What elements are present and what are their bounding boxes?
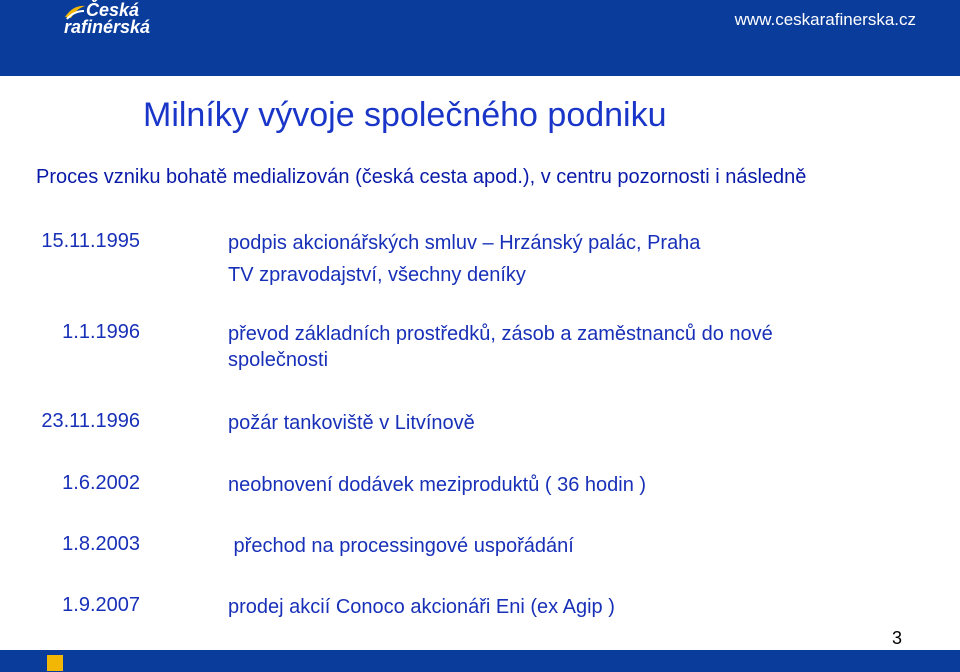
logo-line2: rafinérská (64, 17, 151, 37)
milestone-text: převod základních prostředků, zásob a zaměstnanců do nové společnosti (228, 323, 773, 371)
footer-bar (0, 650, 960, 672)
logo-text (64, 2, 150, 36)
header-bar (0, 0, 960, 76)
milestone-date: 1.8.2003 (62, 533, 140, 555)
milestone-date: 1.1.1996 (62, 321, 140, 343)
milestone-text: požár tankoviště v Litvínově (228, 412, 475, 434)
company-logo[interactable] (64, 2, 164, 40)
page-number: 3 (891, 628, 902, 648)
milestone-date: 23.11.1996 (41, 410, 140, 432)
footer-accent-square (47, 655, 63, 671)
slide-title: Milníky vývoje společného podniku (143, 96, 667, 134)
milestone-text: neobnovení dodávek meziproduktů ( 36 hodin ) (228, 474, 647, 496)
milestone-date: 1.6.2002 (62, 472, 140, 494)
milestone-date: 1.9.2007 (62, 594, 140, 616)
intro-text: Proces vzniku bohatě medializován (česká cesta apod.), v centru pozornosti i následně (36, 166, 807, 188)
milestone-date: 15.11.1995 (41, 230, 140, 252)
milestone-text-secondary: TV zpravodajství, všechny deníky (228, 264, 526, 286)
website-url[interactable]: www.ceskarafinerska.cz (734, 10, 916, 29)
milestone-text: přechod na processingové uspořádání (228, 535, 574, 557)
milestone-text: prodej akcií Conoco akcionáři Eni (ex Agip ) (228, 596, 615, 618)
logo-line1: Česká (86, 0, 140, 20)
milestone-text: podpis akcionářských smluv – Hrzánský palác, Praha (228, 232, 701, 254)
